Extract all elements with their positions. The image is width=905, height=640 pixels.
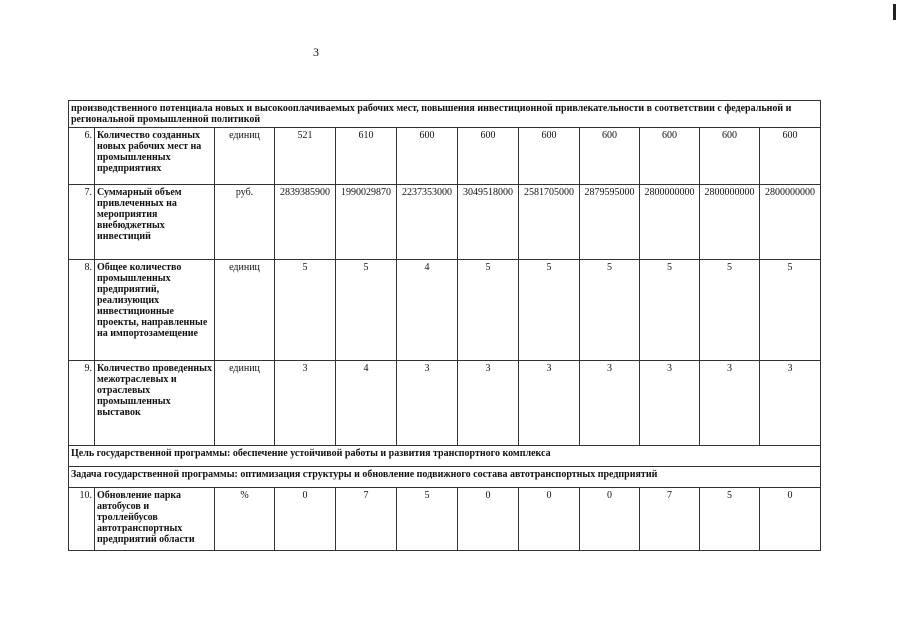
value-cell: 600 bbox=[580, 128, 640, 185]
indicator-name: Суммарный объем привлеченных на мероприятия внебюджетных инвестиций bbox=[95, 185, 215, 260]
value-cell: 521 bbox=[275, 128, 336, 185]
unit-cell: единиц bbox=[215, 128, 275, 185]
unit-cell: единиц bbox=[215, 361, 275, 446]
value-cell: 4 bbox=[336, 361, 397, 446]
indicator-name: Обновление парка автобусов и троллейбусов автотранспортных предприятий области bbox=[95, 488, 215, 551]
header-row bbox=[69, 101, 821, 128]
value-cell: 5 bbox=[275, 260, 336, 361]
value-cell: 0 bbox=[760, 488, 821, 551]
unit-cell: единиц bbox=[215, 260, 275, 361]
value-cell: 600 bbox=[397, 128, 458, 185]
row-number: 6. bbox=[69, 128, 95, 185]
value-cell: 1990029870 bbox=[336, 185, 397, 260]
value-cell: 5 bbox=[700, 488, 760, 551]
value-cell: 3 bbox=[700, 361, 760, 446]
row-number: 9. bbox=[69, 361, 95, 446]
unit-cell: руб. bbox=[215, 185, 275, 260]
value-cell: 5 bbox=[580, 260, 640, 361]
value-cell: 4 bbox=[397, 260, 458, 361]
value-cell: 3 bbox=[580, 361, 640, 446]
indicator-name: Количество созданных новых рабочих мест на промышленных предприятиях bbox=[95, 128, 215, 185]
value-cell: 0 bbox=[519, 488, 580, 551]
row-number: 10. bbox=[69, 488, 95, 551]
value-cell: 3 bbox=[640, 361, 700, 446]
indicator-name: Общее количество промышленных предприятий, реализующих инвестиционные проекты, направленные на импортозамещение bbox=[95, 260, 215, 361]
value-cell: 5 bbox=[760, 260, 821, 361]
program-task: Задача государственной программы: оптимизация структуры и обновление подвижного состава автотранспортных предприятий bbox=[69, 467, 821, 488]
table-row bbox=[69, 488, 821, 551]
value-cell: 2237353000 bbox=[397, 185, 458, 260]
table-row bbox=[69, 260, 821, 361]
unit-cell: % bbox=[215, 488, 275, 551]
value-cell: 2581705000 bbox=[519, 185, 580, 260]
value-cell: 5 bbox=[397, 488, 458, 551]
value-cell: 610 bbox=[336, 128, 397, 185]
page-number: 3 bbox=[313, 45, 319, 59]
value-cell: 2800000000 bbox=[640, 185, 700, 260]
row-number: 8. bbox=[69, 260, 95, 361]
value-cell: 3 bbox=[397, 361, 458, 446]
value-cell: 0 bbox=[458, 488, 519, 551]
value-cell: 3 bbox=[519, 361, 580, 446]
value-cell: 2800000000 bbox=[760, 185, 821, 260]
value-cell: 5 bbox=[700, 260, 760, 361]
value-cell: 7 bbox=[336, 488, 397, 551]
value-cell: 600 bbox=[640, 128, 700, 185]
header-text: производственного потенциала новых и высокооплачиваемых рабочих мест, повышения инвестиционной привлекательности в соответствии с федеральной и региональной промышленной политикой bbox=[69, 101, 821, 128]
table-row bbox=[69, 185, 821, 260]
task-row bbox=[69, 467, 821, 488]
value-cell: 2879595000 bbox=[580, 185, 640, 260]
value-cell: 0 bbox=[580, 488, 640, 551]
scan-edge-mark bbox=[893, 4, 896, 20]
value-cell: 600 bbox=[760, 128, 821, 185]
value-cell: 2800000000 bbox=[700, 185, 760, 260]
value-cell: 3 bbox=[458, 361, 519, 446]
value-cell: 5 bbox=[640, 260, 700, 361]
goal-row bbox=[69, 446, 821, 467]
value-cell: 2839385900 bbox=[275, 185, 336, 260]
value-cell: 5 bbox=[519, 260, 580, 361]
value-cell: 3049518000 bbox=[458, 185, 519, 260]
value-cell: 3 bbox=[275, 361, 336, 446]
row-number: 7. bbox=[69, 185, 95, 260]
value-cell: 3 bbox=[760, 361, 821, 446]
indicators-table bbox=[68, 100, 821, 551]
value-cell: 600 bbox=[700, 128, 760, 185]
program-goal: Цель государственной программы: обеспечение устойчивой работы и развития транспортного комплекса bbox=[69, 446, 821, 467]
table-row bbox=[69, 361, 821, 446]
value-cell: 5 bbox=[336, 260, 397, 361]
indicator-name: Количество проведенных межотраслевых и отраслевых промышленных выставок bbox=[95, 361, 215, 446]
table-row bbox=[69, 128, 821, 185]
value-cell: 600 bbox=[458, 128, 519, 185]
value-cell: 7 bbox=[640, 488, 700, 551]
value-cell: 5 bbox=[458, 260, 519, 361]
value-cell: 0 bbox=[275, 488, 336, 551]
value-cell: 600 bbox=[519, 128, 580, 185]
